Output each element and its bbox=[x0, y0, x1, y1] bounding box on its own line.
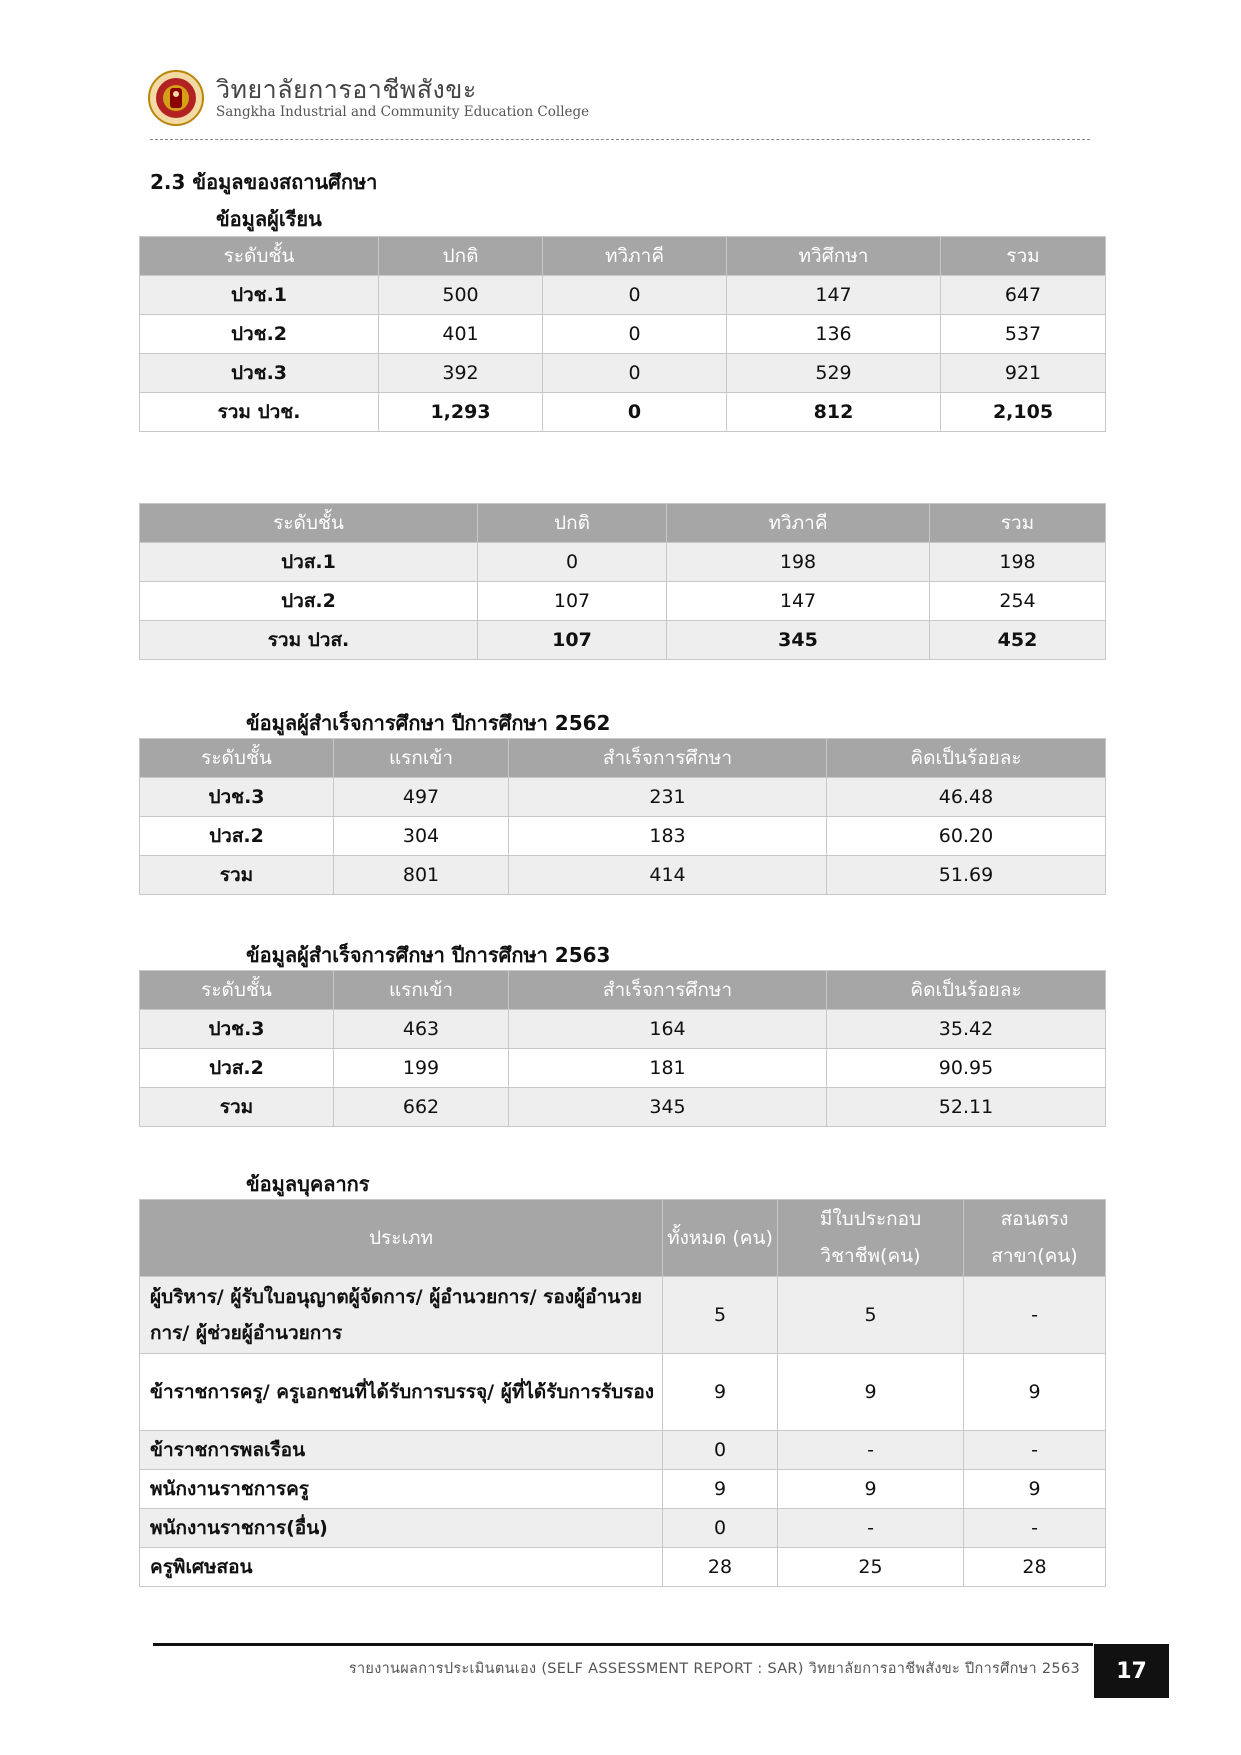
table-cell: 198 bbox=[930, 543, 1106, 582]
column-header: รวม bbox=[941, 237, 1106, 276]
table-row bbox=[140, 1470, 1106, 1509]
table-cell: 164 bbox=[509, 1010, 827, 1049]
table-cell: 25 bbox=[778, 1548, 964, 1587]
table-row bbox=[140, 582, 1106, 621]
table-row bbox=[140, 276, 1106, 315]
table-cell: 28 bbox=[663, 1548, 778, 1587]
table-cell: 35.42 bbox=[827, 1010, 1106, 1049]
table-row bbox=[140, 543, 1106, 582]
graduates-2563-table bbox=[139, 970, 1106, 1127]
row-label: ปวส.1 bbox=[140, 543, 478, 582]
table-cell: 183 bbox=[509, 817, 827, 856]
table-cell: 107 bbox=[478, 621, 667, 660]
table-header-row bbox=[140, 237, 1106, 276]
table-cell: 198 bbox=[667, 543, 930, 582]
table-header-row bbox=[140, 971, 1106, 1010]
table-cell: 0 bbox=[663, 1509, 778, 1548]
table-cell: - bbox=[964, 1509, 1106, 1548]
table-cell: 9 bbox=[663, 1354, 778, 1431]
table-cell: 401 bbox=[379, 315, 543, 354]
table-row bbox=[140, 1010, 1106, 1049]
table-cell: 90.95 bbox=[827, 1049, 1106, 1088]
page-number: 17 bbox=[1094, 1644, 1169, 1698]
personnel-category: พนักงานราชการ(อื่น) bbox=[140, 1509, 663, 1548]
students-vocational-table bbox=[139, 236, 1106, 432]
section-title: 2.3 ข้อมูลของสถานศึกษา bbox=[150, 170, 378, 194]
table-cell: 304 bbox=[334, 817, 509, 856]
table-cell: 2,105 bbox=[941, 393, 1106, 432]
table-row bbox=[140, 1088, 1106, 1127]
table-cell: 5 bbox=[663, 1277, 778, 1354]
table-cell: 147 bbox=[667, 582, 930, 621]
graduates-2562-title: ข้อมูลผู้สำเร็จการศึกษา ปีการศึกษา 2562 bbox=[246, 711, 611, 735]
table-cell: 537 bbox=[941, 315, 1106, 354]
footer-divider bbox=[153, 1643, 1093, 1646]
table-cell: 9 bbox=[964, 1354, 1106, 1431]
table-cell: - bbox=[964, 1431, 1106, 1470]
table-cell: 181 bbox=[509, 1049, 827, 1088]
column-header: สำเร็จการศึกษา bbox=[509, 971, 827, 1010]
column-header: ระดับชั้น bbox=[140, 504, 478, 543]
personnel-title: ข้อมูลบุคลากร bbox=[246, 1172, 370, 1196]
row-label: ปวส.2 bbox=[140, 1049, 334, 1088]
column-header: สอนตรง สาขา(คน) bbox=[964, 1200, 1106, 1277]
column-header: แรกเข้า bbox=[334, 739, 509, 778]
students-subtitle: ข้อมูลผู้เรียน bbox=[216, 207, 322, 231]
table-cell: 231 bbox=[509, 778, 827, 817]
table-cell: 0 bbox=[543, 315, 727, 354]
college-logo bbox=[148, 70, 204, 126]
table-cell: 0 bbox=[543, 393, 727, 432]
row-label: ปวช.3 bbox=[140, 778, 334, 817]
table-header-row bbox=[140, 504, 1106, 543]
graduates-2563-title: ข้อมูลผู้สำเร็จการศึกษา ปีการศึกษา 2563 bbox=[246, 943, 611, 967]
table-cell: 254 bbox=[930, 582, 1106, 621]
row-label: ปวส.2 bbox=[140, 817, 334, 856]
personnel-category: ครูพิเศษสอน bbox=[140, 1548, 663, 1587]
table-row bbox=[140, 1509, 1106, 1548]
table-cell: 801 bbox=[334, 856, 509, 895]
table-total-row bbox=[140, 393, 1106, 432]
personnel-category: ข้าราชการครู/ ครูเอกชนที่ได้รับการบรรจุ/ ผู้ที่ได้รับการรับรอง bbox=[140, 1354, 663, 1431]
table-row bbox=[140, 817, 1106, 856]
column-header: สำเร็จการศึกษา bbox=[509, 739, 827, 778]
table-cell: 0 bbox=[543, 354, 727, 393]
students-higher-vocational-table bbox=[139, 503, 1106, 660]
table-cell: 136 bbox=[727, 315, 941, 354]
table-cell: 0 bbox=[478, 543, 667, 582]
table-cell: 463 bbox=[334, 1010, 509, 1049]
table-cell: 28 bbox=[964, 1548, 1106, 1587]
column-header: ทวิภาคี bbox=[667, 504, 930, 543]
table-row bbox=[140, 856, 1106, 895]
column-header: ทวิภาคี bbox=[543, 237, 727, 276]
column-header: คิดเป็นร้อยละ bbox=[827, 971, 1106, 1010]
personnel-category: ข้าราชการพลเรือน bbox=[140, 1431, 663, 1470]
table-cell: - bbox=[778, 1509, 964, 1548]
table-row bbox=[140, 1548, 1106, 1587]
row-label: ปวส.2 bbox=[140, 582, 478, 621]
table-cell: 345 bbox=[667, 621, 930, 660]
table-cell: 647 bbox=[941, 276, 1106, 315]
header-divider bbox=[150, 139, 1090, 140]
college-name-english: Sangkha Industrial and Community Education College bbox=[216, 104, 590, 120]
table-row bbox=[140, 778, 1106, 817]
table-cell: 52.11 bbox=[827, 1088, 1106, 1127]
table-cell: 662 bbox=[334, 1088, 509, 1127]
table-cell: 529 bbox=[727, 354, 941, 393]
table-total-row bbox=[140, 621, 1106, 660]
table-cell: 392 bbox=[379, 354, 543, 393]
column-header: แรกเข้า bbox=[334, 971, 509, 1010]
table-row bbox=[140, 1431, 1106, 1470]
column-header: มีใบประกอบ วิชาชีพ(คน) bbox=[778, 1200, 964, 1277]
table-row bbox=[140, 1354, 1106, 1431]
column-header: ระดับชั้น bbox=[140, 237, 379, 276]
table-row bbox=[140, 354, 1106, 393]
table-cell: 9 bbox=[663, 1470, 778, 1509]
table-header-row bbox=[140, 739, 1106, 778]
column-header: ทวิศึกษา bbox=[727, 237, 941, 276]
table-cell: 51.69 bbox=[827, 856, 1106, 895]
table-cell: 9 bbox=[778, 1470, 964, 1509]
table-cell: 500 bbox=[379, 276, 543, 315]
table-cell: 497 bbox=[334, 778, 509, 817]
table-cell: - bbox=[964, 1277, 1106, 1354]
table-cell: 1,293 bbox=[379, 393, 543, 432]
table-cell: 147 bbox=[727, 276, 941, 315]
column-header: คิดเป็นร้อยละ bbox=[827, 739, 1106, 778]
row-label: ปวช.1 bbox=[140, 276, 379, 315]
row-label: รวม ปวส. bbox=[140, 621, 478, 660]
column-header: ปกติ bbox=[478, 504, 667, 543]
row-label: ปวช.2 bbox=[140, 315, 379, 354]
table-cell: 107 bbox=[478, 582, 667, 621]
graduates-2562-table bbox=[139, 738, 1106, 895]
table-cell: 812 bbox=[727, 393, 941, 432]
table-cell: - bbox=[778, 1431, 964, 1470]
table-cell: 452 bbox=[930, 621, 1106, 660]
column-header: ระดับชั้น bbox=[140, 739, 334, 778]
table-row bbox=[140, 1049, 1106, 1088]
column-header: ประเภท bbox=[140, 1200, 663, 1277]
row-label: รวม ปวช. bbox=[140, 393, 379, 432]
row-label: ปวช.3 bbox=[140, 1010, 334, 1049]
personnel-table bbox=[139, 1199, 1106, 1587]
table-cell: 9 bbox=[964, 1470, 1106, 1509]
table-row bbox=[140, 1277, 1106, 1354]
row-label: ปวช.3 bbox=[140, 354, 379, 393]
table-cell: 345 bbox=[509, 1088, 827, 1127]
table-cell: 921 bbox=[941, 354, 1106, 393]
table-cell: 0 bbox=[543, 276, 727, 315]
table-row bbox=[140, 315, 1106, 354]
table-cell: 9 bbox=[778, 1354, 964, 1431]
table-cell: 5 bbox=[778, 1277, 964, 1354]
row-label: รวม bbox=[140, 856, 334, 895]
column-header: ปกติ bbox=[379, 237, 543, 276]
college-name-thai: วิทยาลัยการอาชีพสังขะ bbox=[216, 75, 477, 104]
table-cell: 0 bbox=[663, 1431, 778, 1470]
footer-report-title: รายงานผลการประเมินตนเอง (SELF ASSESSMENT REPORT : SAR) วิทยาลัยการอาชีพสังขะ ปีการศึกษา 2563 bbox=[348, 1661, 1080, 1677]
personnel-category: พนักงานราชการครู bbox=[140, 1470, 663, 1509]
table-cell: 46.48 bbox=[827, 778, 1106, 817]
column-header: ระดับชั้น bbox=[140, 971, 334, 1010]
table-cell: 199 bbox=[334, 1049, 509, 1088]
row-label: รวม bbox=[140, 1088, 334, 1127]
column-header: รวม bbox=[930, 504, 1106, 543]
personnel-category: ผู้บริหาร/ ผู้รับใบอนุญาตผู้จัดการ/ ผู้อำนวยการ/ รองผู้อำนวยการ/ ผู้ช่วยผู้อำนวยการ bbox=[140, 1277, 663, 1354]
table-cell: 60.20 bbox=[827, 817, 1106, 856]
column-header: ทั้งหมด (คน) bbox=[663, 1200, 778, 1277]
table-header-row bbox=[140, 1200, 1106, 1277]
table-cell: 414 bbox=[509, 856, 827, 895]
